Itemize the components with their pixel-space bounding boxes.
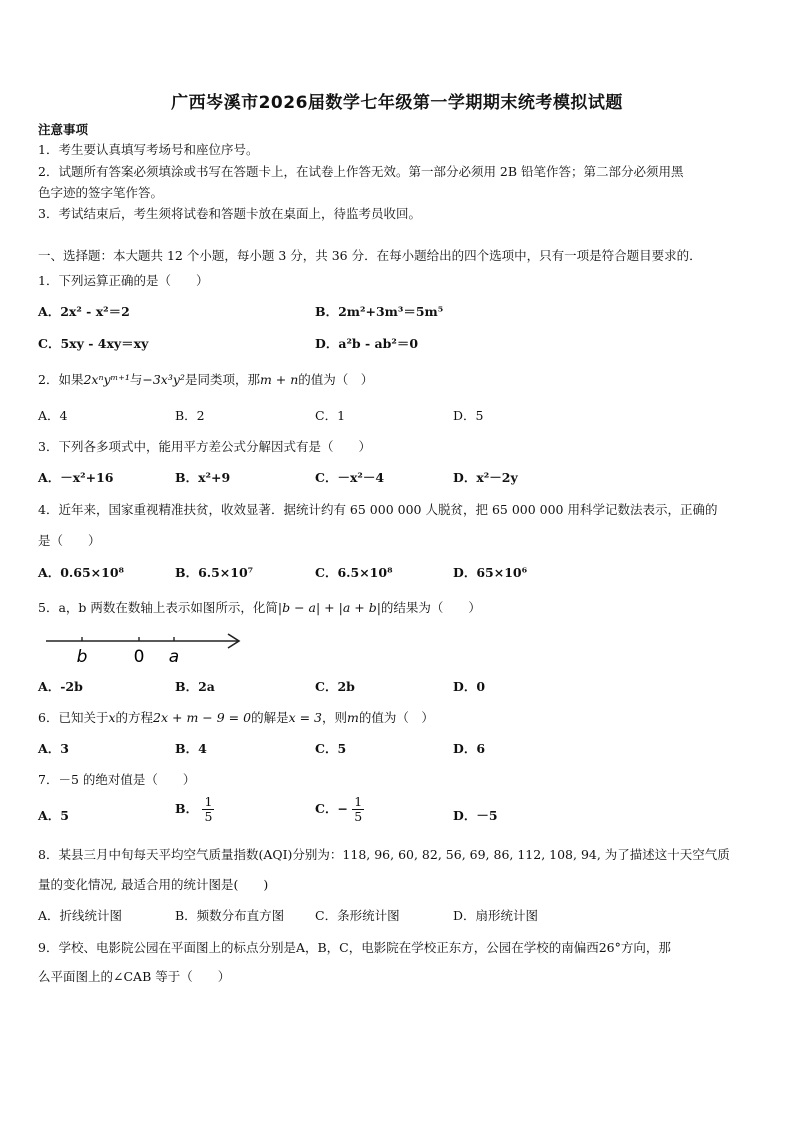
q7-option-c bbox=[315, 795, 364, 824]
q8-stem: 8．某县三月中旬每天平均空气质量指数(AQI)分别为：118, 96, 60, 82, 56, 69, 86, 112, 108, 94, 为了描述这十天空气质 bbox=[38, 847, 730, 862]
q8-option-c: C．条形统计图 bbox=[315, 908, 400, 923]
q1-option-b: B．2m²+3m³＝5m⁵ bbox=[315, 304, 444, 319]
q6-variable: x bbox=[108, 710, 116, 725]
q7-option-c-fraction bbox=[352, 795, 364, 824]
q7-option-a: A．5 bbox=[38, 808, 69, 823]
q2-stem-part: 的值为（ ） bbox=[298, 372, 374, 387]
q5-option-a: A．-2b bbox=[38, 679, 83, 694]
q8-option-a: A．折线统计图 bbox=[38, 908, 123, 923]
q7-stem: 7．－5 的绝对值是（ ） bbox=[38, 772, 196, 787]
q1-option-d: D．a²b - ab²＝0 bbox=[315, 336, 419, 351]
section-heading: 一、选择题：本大题共 12 个小题，每小题 3 分，共 36 分．在每小题给出的四个选项中，只有一项是符合题目要求的． bbox=[38, 248, 702, 263]
q5-expression: |b − a| + |a + b| bbox=[277, 600, 381, 615]
q5-option-b: B．2a bbox=[175, 679, 215, 694]
q7-option-b-fraction bbox=[202, 795, 214, 824]
notice-item: 2．试题所有答案必须填涂或书写在答题卡上，在试卷上作答无效。第一部分必须用 2B 铅笔作答；第二部分必须用黑 bbox=[38, 164, 684, 179]
q2-option-c: C．1 bbox=[315, 408, 346, 423]
q6-stem bbox=[38, 708, 434, 726]
q2-stem-part: 2．如果 bbox=[38, 372, 84, 387]
q6-option-c: C．5 bbox=[315, 741, 347, 756]
q4-option-c: C．6.5×10⁸ bbox=[315, 565, 393, 580]
q6-solution: x = 3 bbox=[288, 710, 323, 725]
q5-option-c: C．2b bbox=[315, 679, 355, 694]
q6-stem-part: 的方程 bbox=[115, 710, 154, 725]
q8-option-d: D．扇形统计图 bbox=[453, 908, 539, 923]
q3-stem: 3．下列各多项式中，能用平方差公式分解因式有是（ ） bbox=[38, 439, 371, 454]
label-b: b bbox=[76, 647, 88, 663]
q6-stem-part: 6．已知关于 bbox=[38, 710, 109, 725]
q2-stem bbox=[38, 370, 373, 388]
q6-option-b: B．4 bbox=[175, 741, 207, 756]
q6-stem-part: 的值为（ ） bbox=[358, 710, 434, 725]
q2-option-d: D．5 bbox=[453, 408, 484, 423]
page-title: 广西岑溪市2026届数学七年级第一学期期末统考模拟试题 bbox=[171, 93, 623, 113]
q8-stem-cont: 量的变化情况, 最适合用的统计图是( ) bbox=[38, 877, 269, 892]
q5-option-d: D．0 bbox=[453, 679, 486, 694]
fraction-numerator: 1 bbox=[354, 794, 363, 809]
label-zero: 0 bbox=[133, 647, 145, 663]
q6-equation: 2x + m − 9 = 0 bbox=[153, 710, 252, 725]
notice-item: 色字迹的签字笔作答。 bbox=[38, 185, 164, 200]
number-line-figure bbox=[44, 623, 244, 663]
q1-option-a: A．2x² - x²＝2 bbox=[38, 304, 130, 319]
q2-expression: m + n bbox=[259, 372, 299, 387]
q2-option-b: B．2 bbox=[175, 408, 205, 423]
q9-stem-cont: 么平面图上的∠CAB 等于（ ） bbox=[38, 969, 231, 984]
q3-option-b: B．x²+9 bbox=[175, 470, 231, 485]
q6-stem-part: ，则 bbox=[322, 710, 348, 725]
label-a: a bbox=[168, 647, 180, 663]
q4-stem-cont: 是（ ） bbox=[38, 533, 101, 548]
q7-option-b-prefix: B． bbox=[175, 800, 199, 816]
q2-stem-part: 是同类项，那 bbox=[184, 372, 260, 387]
fraction-denominator: 5 bbox=[204, 808, 213, 824]
fraction-numerator: 1 bbox=[204, 794, 213, 809]
q5-stem bbox=[38, 598, 481, 616]
q1-stem: 1．下列运算正确的是（ ） bbox=[38, 273, 209, 288]
fraction-denominator: 5 bbox=[354, 808, 363, 824]
q2-option-a: A．4 bbox=[38, 408, 68, 423]
q8-option-b: B．频数分布直方图 bbox=[175, 908, 285, 923]
q6-option-d: D．6 bbox=[453, 741, 486, 756]
notice-item: 3．考试结束后，考生须将试卷和答题卡放在桌面上，待监考员收回。 bbox=[38, 206, 421, 221]
q1-option-c: C．5xy - 4xy＝xy bbox=[38, 336, 149, 351]
q6-variable: m bbox=[347, 710, 359, 725]
q2-expression: 2xⁿyᵐ⁺¹ bbox=[83, 372, 130, 387]
q3-option-d: D．x²－2y bbox=[453, 470, 518, 485]
q7-option-b bbox=[175, 795, 214, 824]
q3-option-a: A．－x²+16 bbox=[38, 470, 114, 485]
q2-stem-part: 与 bbox=[129, 372, 143, 387]
q4-option-a: A．0.65×10⁸ bbox=[38, 565, 124, 580]
notice-item: 1．考生要认真填写考场号和座位序号。 bbox=[38, 142, 259, 157]
q2-expression: −3x³y² bbox=[142, 372, 185, 387]
q7-option-c-prefix: C．− bbox=[315, 800, 348, 816]
q4-option-b: B．6.5×10⁷ bbox=[175, 565, 254, 580]
q4-stem: 4．近年来，国家重视精准扶贫，收效显著．据统计约有 65 000 000 人脱贫，把 65 000 000 用科学记数法表示，正确的 bbox=[38, 502, 718, 517]
q5-stem-part: 5．a，b 两数在数轴上表示如图所示，化简 bbox=[38, 600, 278, 615]
notice-heading: 注意事项 bbox=[38, 122, 89, 137]
q5-stem-part: 的结果为（ ） bbox=[380, 600, 481, 615]
q4-option-d: D．65×10⁶ bbox=[453, 565, 528, 580]
q3-option-c: C．－x²－4 bbox=[315, 470, 385, 485]
q9-stem: 9．学校、电影院公园在平面图上的标点分别是A，B，C，电影院在学校正东方，公园在学校的南偏西26°方向，那 bbox=[38, 940, 671, 955]
q7-option-d: D．－5 bbox=[453, 808, 498, 823]
q6-option-a: A．3 bbox=[38, 741, 69, 756]
q6-stem-part: 的解是 bbox=[251, 710, 289, 725]
